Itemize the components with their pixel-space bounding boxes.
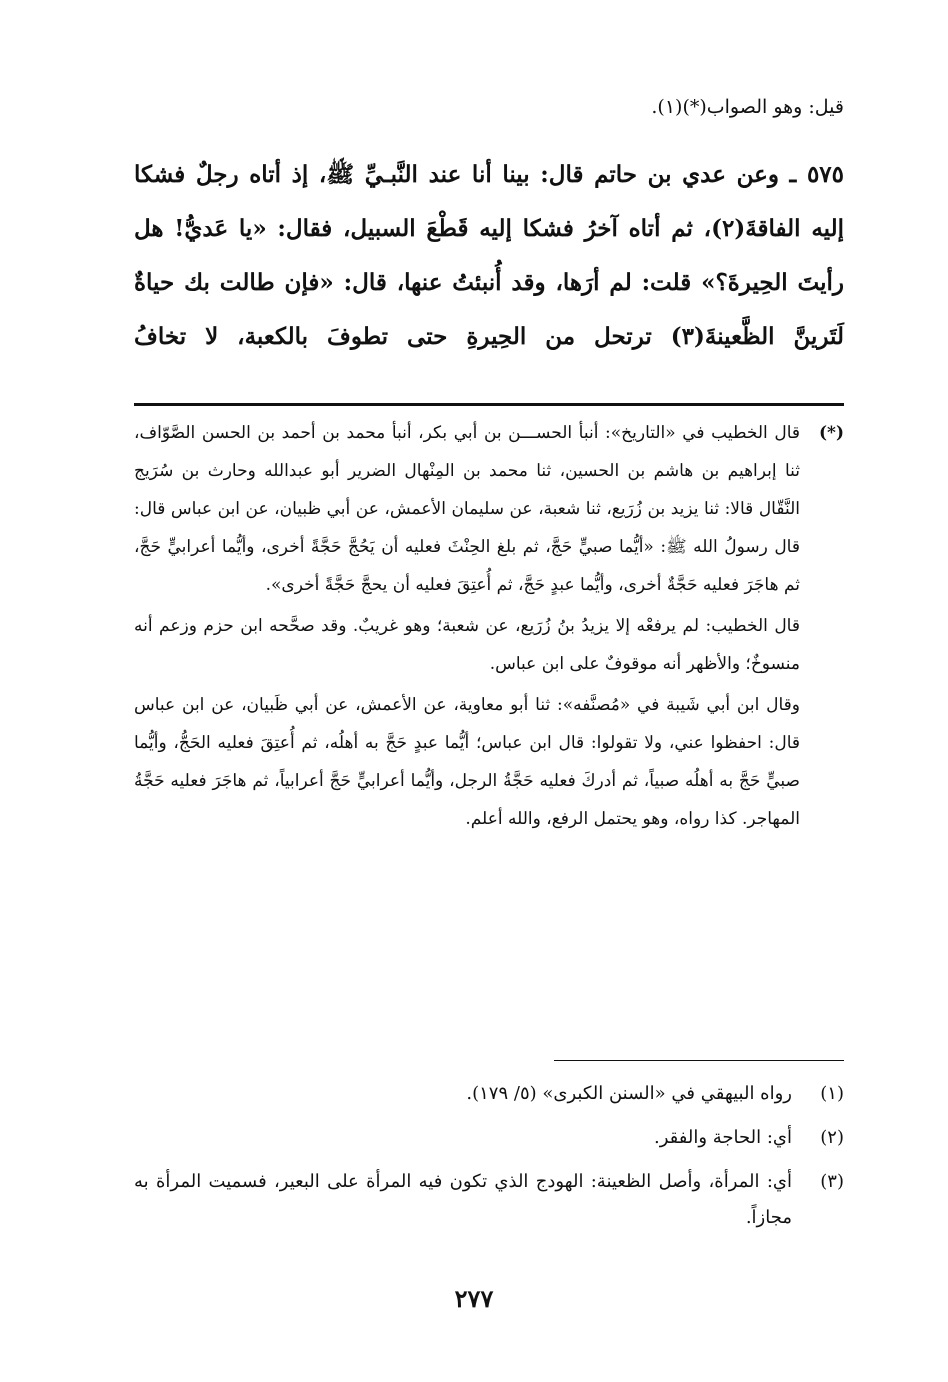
footnote-item <box>134 1076 844 1112</box>
hadith-text: ـ وعن عدي بن حاتم قال: بينا أنا عند النَّبـيِّ ﷺ، إذ أتاه رجلٌ فشكا إليه الفاقةَ(٢)، ثم أتاه آخرُ فشكا إليه قَطْعَ السبيل، فقال: «يا عَديُّ! هل رأيتَ الحِيرةَ؟» قلت: لم أرَها، وقد أُنبئتُ عنها، قال: «فإن طالت بك حياةٌ لَتَرينَّ الظَّعينةَ(٣) ترتحل من الحِيرةِ حتى تطوفَ بالكعبة، لا تخافُ <box>134 161 844 350</box>
commentary-section <box>134 414 844 841</box>
hadith-number: ٥٧٥ <box>806 161 844 188</box>
hadith-575 <box>134 148 844 364</box>
commentary-marker: (*) <box>819 423 844 443</box>
footnote-marker: (٣) <box>820 1171 844 1192</box>
page-number: ٢٧٧ <box>454 1284 494 1313</box>
footnote-item <box>134 1164 844 1236</box>
footnote-text: أي: الحاجة والفقر. <box>653 1127 792 1148</box>
commentary-paragraph: قال الخطيب: لم يرفعْه إلا يزيدُ بنُ زُرَيع، عن شعبة؛ وهو غريبٌ. وقد صحَّحه ابن حزم وزعم أنه منسوخٌ؛ والأظهر أنه موقوفٌ على ابن عباس. <box>134 616 800 674</box>
commentary-divider <box>134 403 844 406</box>
intro-line: قيل: وهو الصواب(*)(١). <box>651 96 844 118</box>
commentary-paragraph: وقال ابن أبي شَيبة في «مُصنَّفه»: ثنا أبو معاوية، عن الأعمش، عن أبي ظَبيان، عن ابن عباس قال: احفظوا عني، ولا تقولوا: قال ابن عباس؛ أيُّما عبدٍ حَجَّ به أهلُه، ثم أُعتِقَ فعليه الحَجُّ، وأيُّما صبيٍّ حَجَّ به أهلُه صبياً، ثم أدركَ فعليه حَجَّةُ الرجل، وأيُّما أعرابيٍّ حَجَّ أعرابياً، ثم هاجَرَ فعليه حَجَّةُ المهاجر. كذا رواه، وهو يحتمل الرفع، والله أعلم. <box>134 695 800 829</box>
commentary-paragraph <box>134 414 844 604</box>
footnote-marker: (١) <box>820 1083 844 1104</box>
footnote-text: أي: المرأة، وأصل الظعينة: الهودج الذي تكون فيه المرأة على البعير، فسميت المرأة به مجازاً. <box>134 1171 792 1228</box>
footnote-marker: (٢) <box>820 1127 844 1148</box>
footnote-item <box>134 1120 844 1156</box>
footnote-text: رواه البيهقي في «السنن الكبرى» (٥/ ١٧٩). <box>466 1083 792 1104</box>
footnote-divider <box>554 1060 844 1061</box>
commentary-text: قال الخطيب في «التاريخ»: أنبأ الحســـن بن أبي بكر، أنبأ محمد بن أحمد بن الحسن الصَّوّاف، ثنا إبراهيم بن هاشم بن الحسين، ثنا محمد بن المِنْهال الضرير أبو عبدالله وحارث بن سُرَيج النَّقّال قالا: ثنا يزيد بن زُرَيع، ثنا شعبة، عن سليمان الأعمش، عن أبي ظبيان، عن ابن عباس قال: قال رسولُ الله ﷺ: «أيُّما صبيٍّ حَجَّ، ثم بلغ الحِنْثَ فعليه أن يَحُجَّ حَجَّةً أخرى، وأيُّما أعرابيٍّ حَجَّ، ثم هاجَرَ فعليه حَجَّةٌ أخرى، وأيُّما عبدٍ حَجَّ، ثم أُعتِقَ فعليه أن يحجَّ حَجَّةً أخرى». <box>134 423 800 595</box>
footnotes <box>134 1076 844 1244</box>
